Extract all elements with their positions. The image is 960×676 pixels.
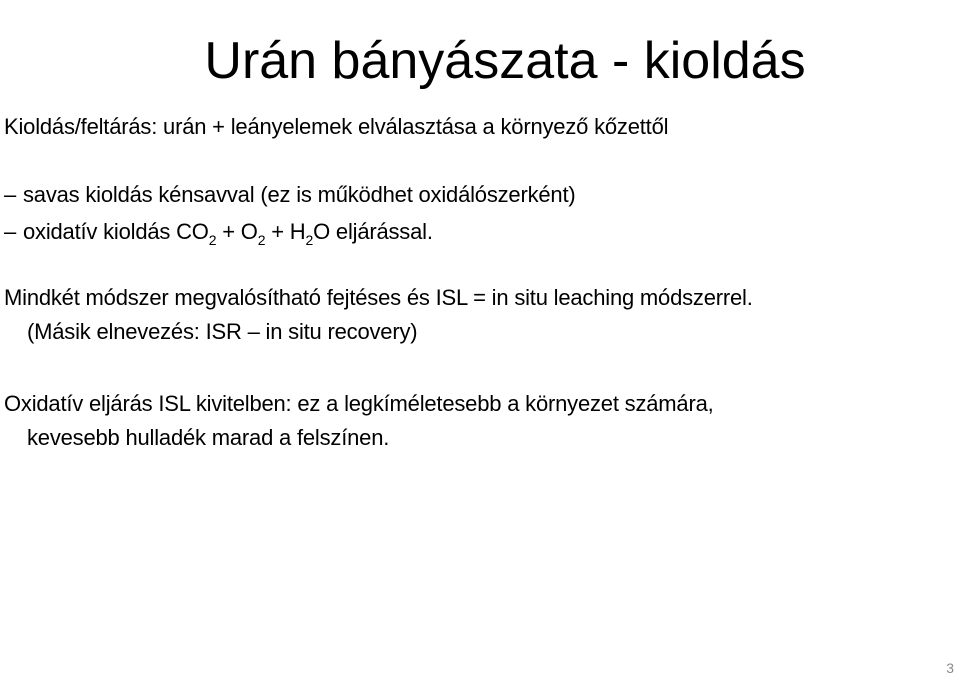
method-acid-text: savas kioldás kénsavval (ez is működhet oxidálószerként)	[23, 182, 576, 207]
subscript-h2o: 2	[305, 232, 314, 248]
method-oxidative	[4, 218, 433, 246]
intro-text: Kioldás/feltárás: urán + leányelemek elválasztása a környező kőzettől	[4, 114, 669, 139]
slide-title: Urán bányászata - kioldás	[204, 31, 806, 90]
method-oxidative-suffix: O eljárással.	[313, 219, 433, 244]
method-acid	[4, 181, 576, 209]
isl-text-line-2: (Másik elnevezés: ISR – in situ recovery)	[27, 319, 418, 344]
dash-bullet: –	[4, 219, 17, 244]
subscript-co2: 2	[208, 232, 217, 248]
page-number: 3	[946, 660, 954, 676]
method-oxidative-plus-o: + O	[216, 219, 258, 244]
oxidative-isl-line-1: Oxidatív eljárás ISL kivitelben: ez a legkíméletesebb a környezet számára,	[4, 391, 714, 416]
method-oxidative-plus-h: + H	[265, 219, 306, 244]
oxidative-isl-line-2: kevesebb hulladék marad a felszínen.	[27, 425, 390, 450]
dash-bullet: –	[4, 182, 17, 207]
subscript-o2: 2	[257, 232, 266, 248]
method-oxidative-prefix: oxidatív kioldás CO	[23, 219, 209, 244]
isl-text-line-1: Mindkét módszer megvalósítható fejtéses és ISL = in situ leaching módszerrel.	[4, 285, 753, 310]
